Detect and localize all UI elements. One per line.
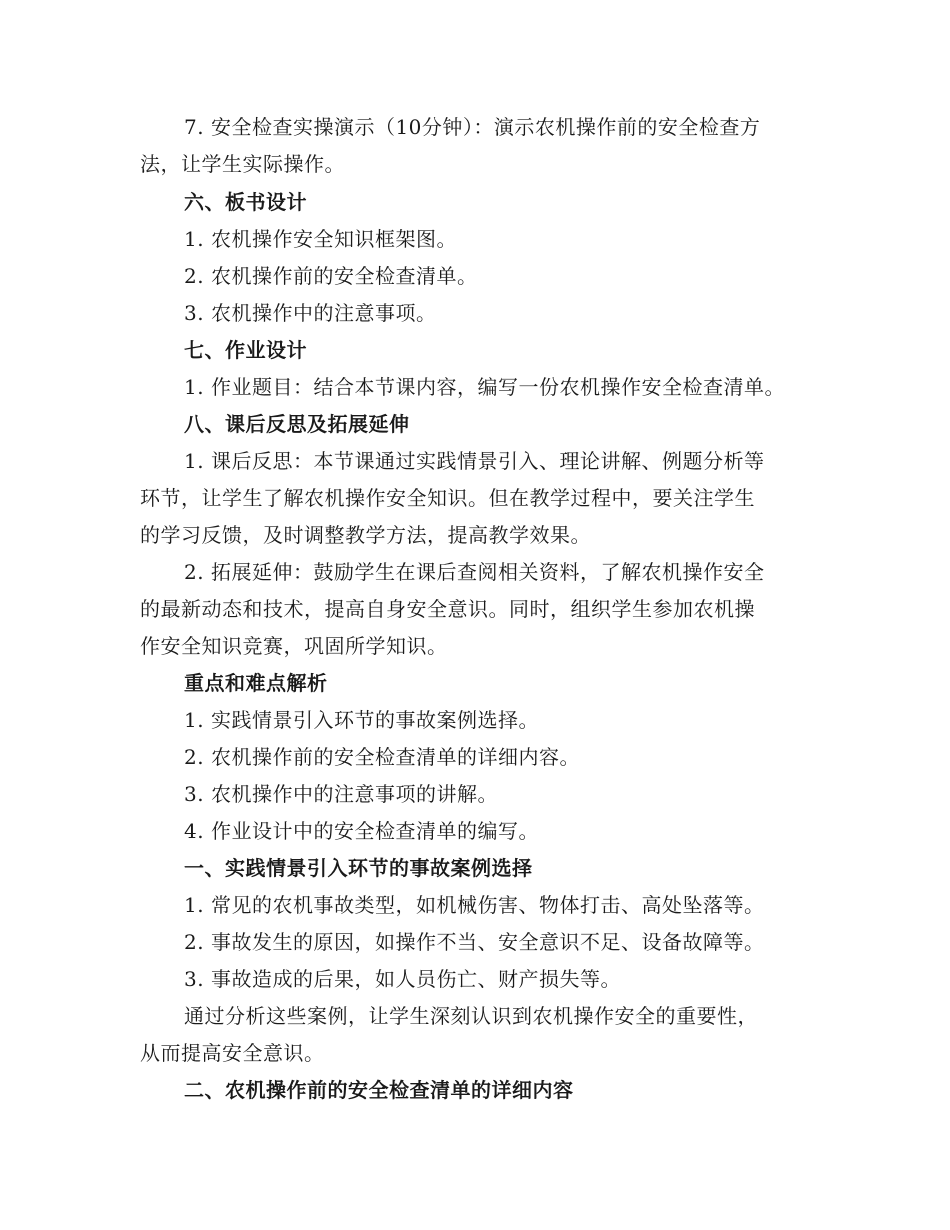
list-item: 3. 农机操作中的注意事项的讲解。 — [184, 782, 498, 806]
list-item: 1. 作业题目：结合本节课内容，编写一份农机操作安全检查清单。 — [184, 375, 785, 399]
paragraph-line: 的学习反馈，及时调整教学方法，提高教学效果。 — [140, 523, 591, 547]
list-item: 2. 农机操作前的安全检查清单的详细内容。 — [184, 745, 580, 769]
paragraph-line: 作安全知识竞赛，巩固所学知识。 — [140, 634, 448, 658]
paragraph-line: 1. 课后反思：本节课通过实践情景引入、理论讲解、例题分析等 — [184, 449, 765, 473]
list-item: 3. 农机操作中的注意事项。 — [184, 301, 437, 325]
section-heading: 一、实践情景引入环节的事故案例选择 — [184, 856, 533, 880]
list-item: 2. 事故发生的原因，如操作不当、安全意识不足、设备故障等。 — [184, 930, 765, 954]
section-heading: 六、板书设计 — [184, 190, 307, 214]
list-item: 2. 农机操作前的安全检查清单。 — [184, 264, 478, 288]
paragraph-line: 法，让学生实际操作。 — [140, 152, 345, 176]
paragraph-line: 通过分析这些案例，让学生深刻认识到农机操作安全的重要性， — [184, 1004, 758, 1028]
paragraph-line: 从而提高安全意识。 — [140, 1041, 325, 1065]
paragraph-line: 7. 安全检查实操演示（10分钟）：演示农机操作前的安全检查方 — [184, 115, 761, 139]
list-item: 1. 农机操作安全知识框架图。 — [184, 227, 457, 251]
list-item: 3. 事故造成的后果，如人员伤亡、财产损失等。 — [184, 967, 621, 991]
section-heading: 二、农机操作前的安全检查清单的详细内容 — [184, 1078, 574, 1102]
section-heading: 重点和难点解析 — [184, 671, 328, 695]
section-heading: 八、课后反思及拓展延伸 — [184, 412, 410, 436]
paragraph-line: 2. 拓展延伸：鼓励学生在课后查阅相关资料，了解农机操作安全 — [184, 560, 765, 584]
paragraph-line: 环节，让学生了解农机操作安全知识。但在教学过程中，要关注学生 — [140, 486, 755, 510]
list-item: 1. 常见的农机事故类型，如机械伤害、物体打击、高处坠落等。 — [184, 893, 765, 917]
paragraph-line: 的最新动态和技术，提高自身安全意识。同时，组织学生参加农机操 — [140, 597, 755, 621]
list-item: 4. 作业设计中的安全检查清单的编写。 — [184, 819, 539, 843]
section-heading: 七、作业设计 — [184, 338, 307, 362]
list-item: 1. 实践情景引入环节的事故案例选择。 — [184, 708, 539, 732]
